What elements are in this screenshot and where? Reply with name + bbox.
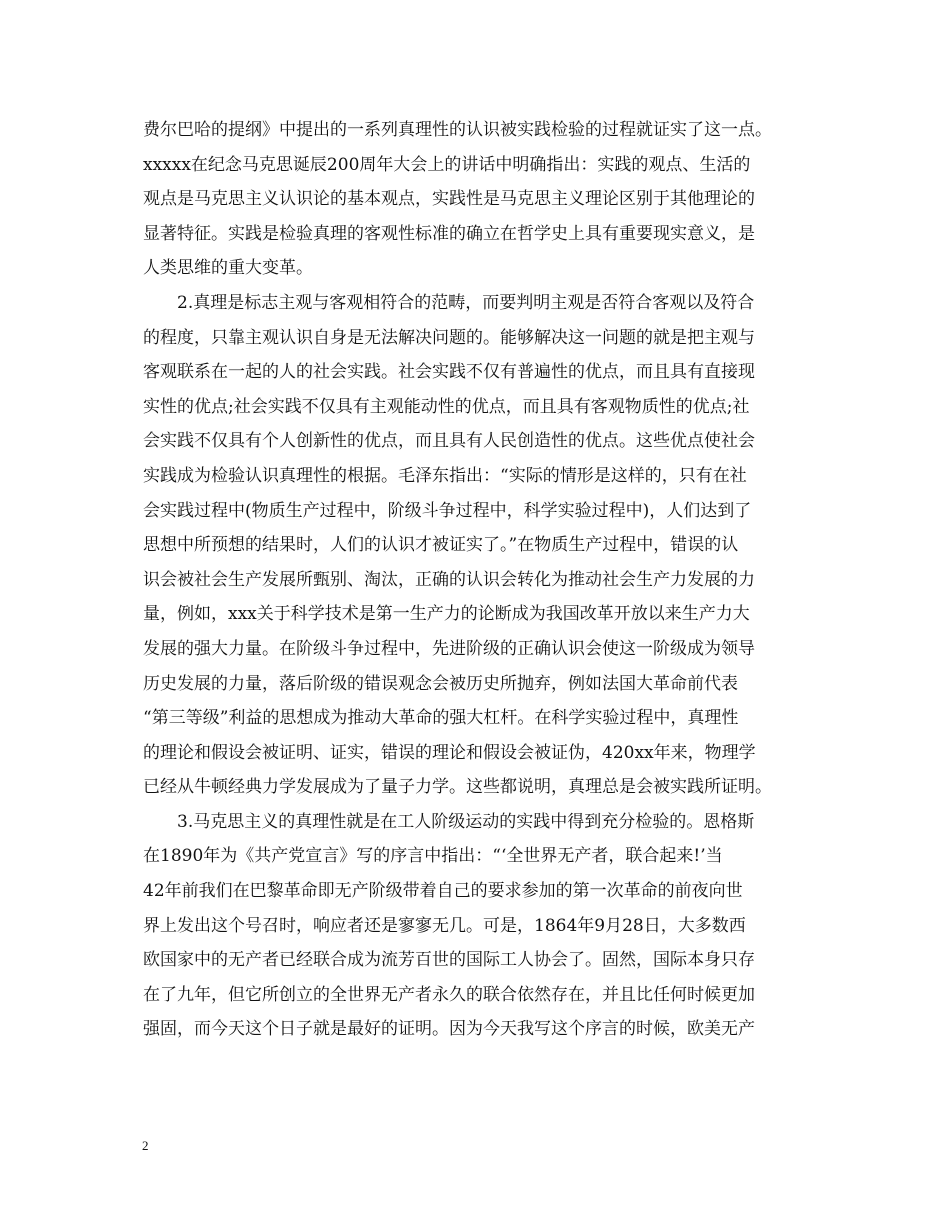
text-line: 量，例如，xxx关于科学技术是第一生产力的论断成为我国改革开放以来生产力大 [143,604,750,625]
text-line: 42年前我们在巴黎革命即无产阶级带着自己的要求参加的第一次革命的前夜向世 [143,881,743,902]
text-line: 历史发展的力量，落后阶级的错误观念会被历史所抛弃，例如法国大革命前代表 [143,673,738,694]
body-text [143,113,823,1047]
text-line: 已经从牛顿经典力学发展成为了量子力学。这些都说明，真理总是会被实践所证明。 [143,777,772,798]
text-line: 发展的强大力量。在阶级斗争过程中，先进阶级的正确认识会使这一阶级成为领导 [143,638,755,659]
text-line: 会实践过程中(物质生产过程中，阶级斗争过程中，科学实验过程中)，人们达到了 [143,500,752,521]
text-line: 人类思维的重大变革。 [143,258,313,279]
text-line: xxxxx在纪念马克思诞辰200周年大会上的讲话中明确指出：实践的观点、生活的 [143,154,751,175]
text-line: 实践成为检验认识真理性的根据。毛泽东指出：“实际的情形是这样的，只有在社 [143,465,747,486]
text-line: 思想中所预想的结果时，人们的认识才被证实了。”在物质生产过程中，错误的认 [143,535,739,556]
text-line: 的程度，只靠主观认识自身是无法解决问题的。能够解决这一问题的就是把主观与 [143,327,755,348]
text-line: 实性的优点;社会实践不仅具有主观能动性的优点，而且具有客观物质性的优点;社 [143,396,750,417]
text-line: 3.马克思主义的真理性就是在工人阶级运动的实践中得到充分检验的。恩格斯 [177,811,755,832]
text-line: 强固，而今天这个日子就是最好的证明。因为今天我写这个序言的时候，欧美无产 [143,1019,755,1040]
text-line: 显著特征。实践是检验真理的客观性标准的确立在哲学史上具有重要现实意义，是 [143,223,755,244]
text-line: 客观联系在一起的人的社会实践。社会实践不仅有普遍性的优点，而且具有直接现 [143,362,755,383]
text-line: 2.真理是标志主观与客观相符合的范畴，而要判明主观是否符合客观以及符合 [177,292,755,313]
text-line: 会实践不仅具有个人创新性的优点，而且具有人民创造性的优点。这些优点使社会 [143,431,755,452]
text-line: 欧国家中的无产者已经联合成为流芳百世的国际工人协会了。固然，国际本身只存 [143,950,755,971]
text-line: 的理论和假设会被证明、证实，错误的理论和假设会被证伪，420xx年来，物理学 [143,742,756,763]
text-line: 在1890年为《共产党宣言》写的序言中指出：“‘全世界无产者，联合起来!’当 [143,846,723,867]
text-line: 费尔巴哈的提纲》中提出的一系列真理性的认识被实践检验的过程就证实了这一点。 [143,120,772,140]
text-line: 界上发出这个号召时，响应者还是寥寥无几。可是，1864年9月28日，大多数西 [143,915,746,936]
text-line: 识会被社会生产发展所甄别、淘汰，正确的认识会转化为推动社会生产力发展的力 [143,569,755,590]
page-number: 2 [142,1138,149,1153]
text-line: 观点是马克思主义认识论的基本观点，实践性是马克思主义理论区别于其他理论的 [143,189,755,210]
text-line: 在了九年，但它所创立的全世界无产者永久的联合依然存在，并且比任何时候更加 [143,984,755,1005]
text-line: “第三等级”利益的思想成为推动大革命的强大杠杆。在科学实验过程中，真理性 [143,708,739,729]
